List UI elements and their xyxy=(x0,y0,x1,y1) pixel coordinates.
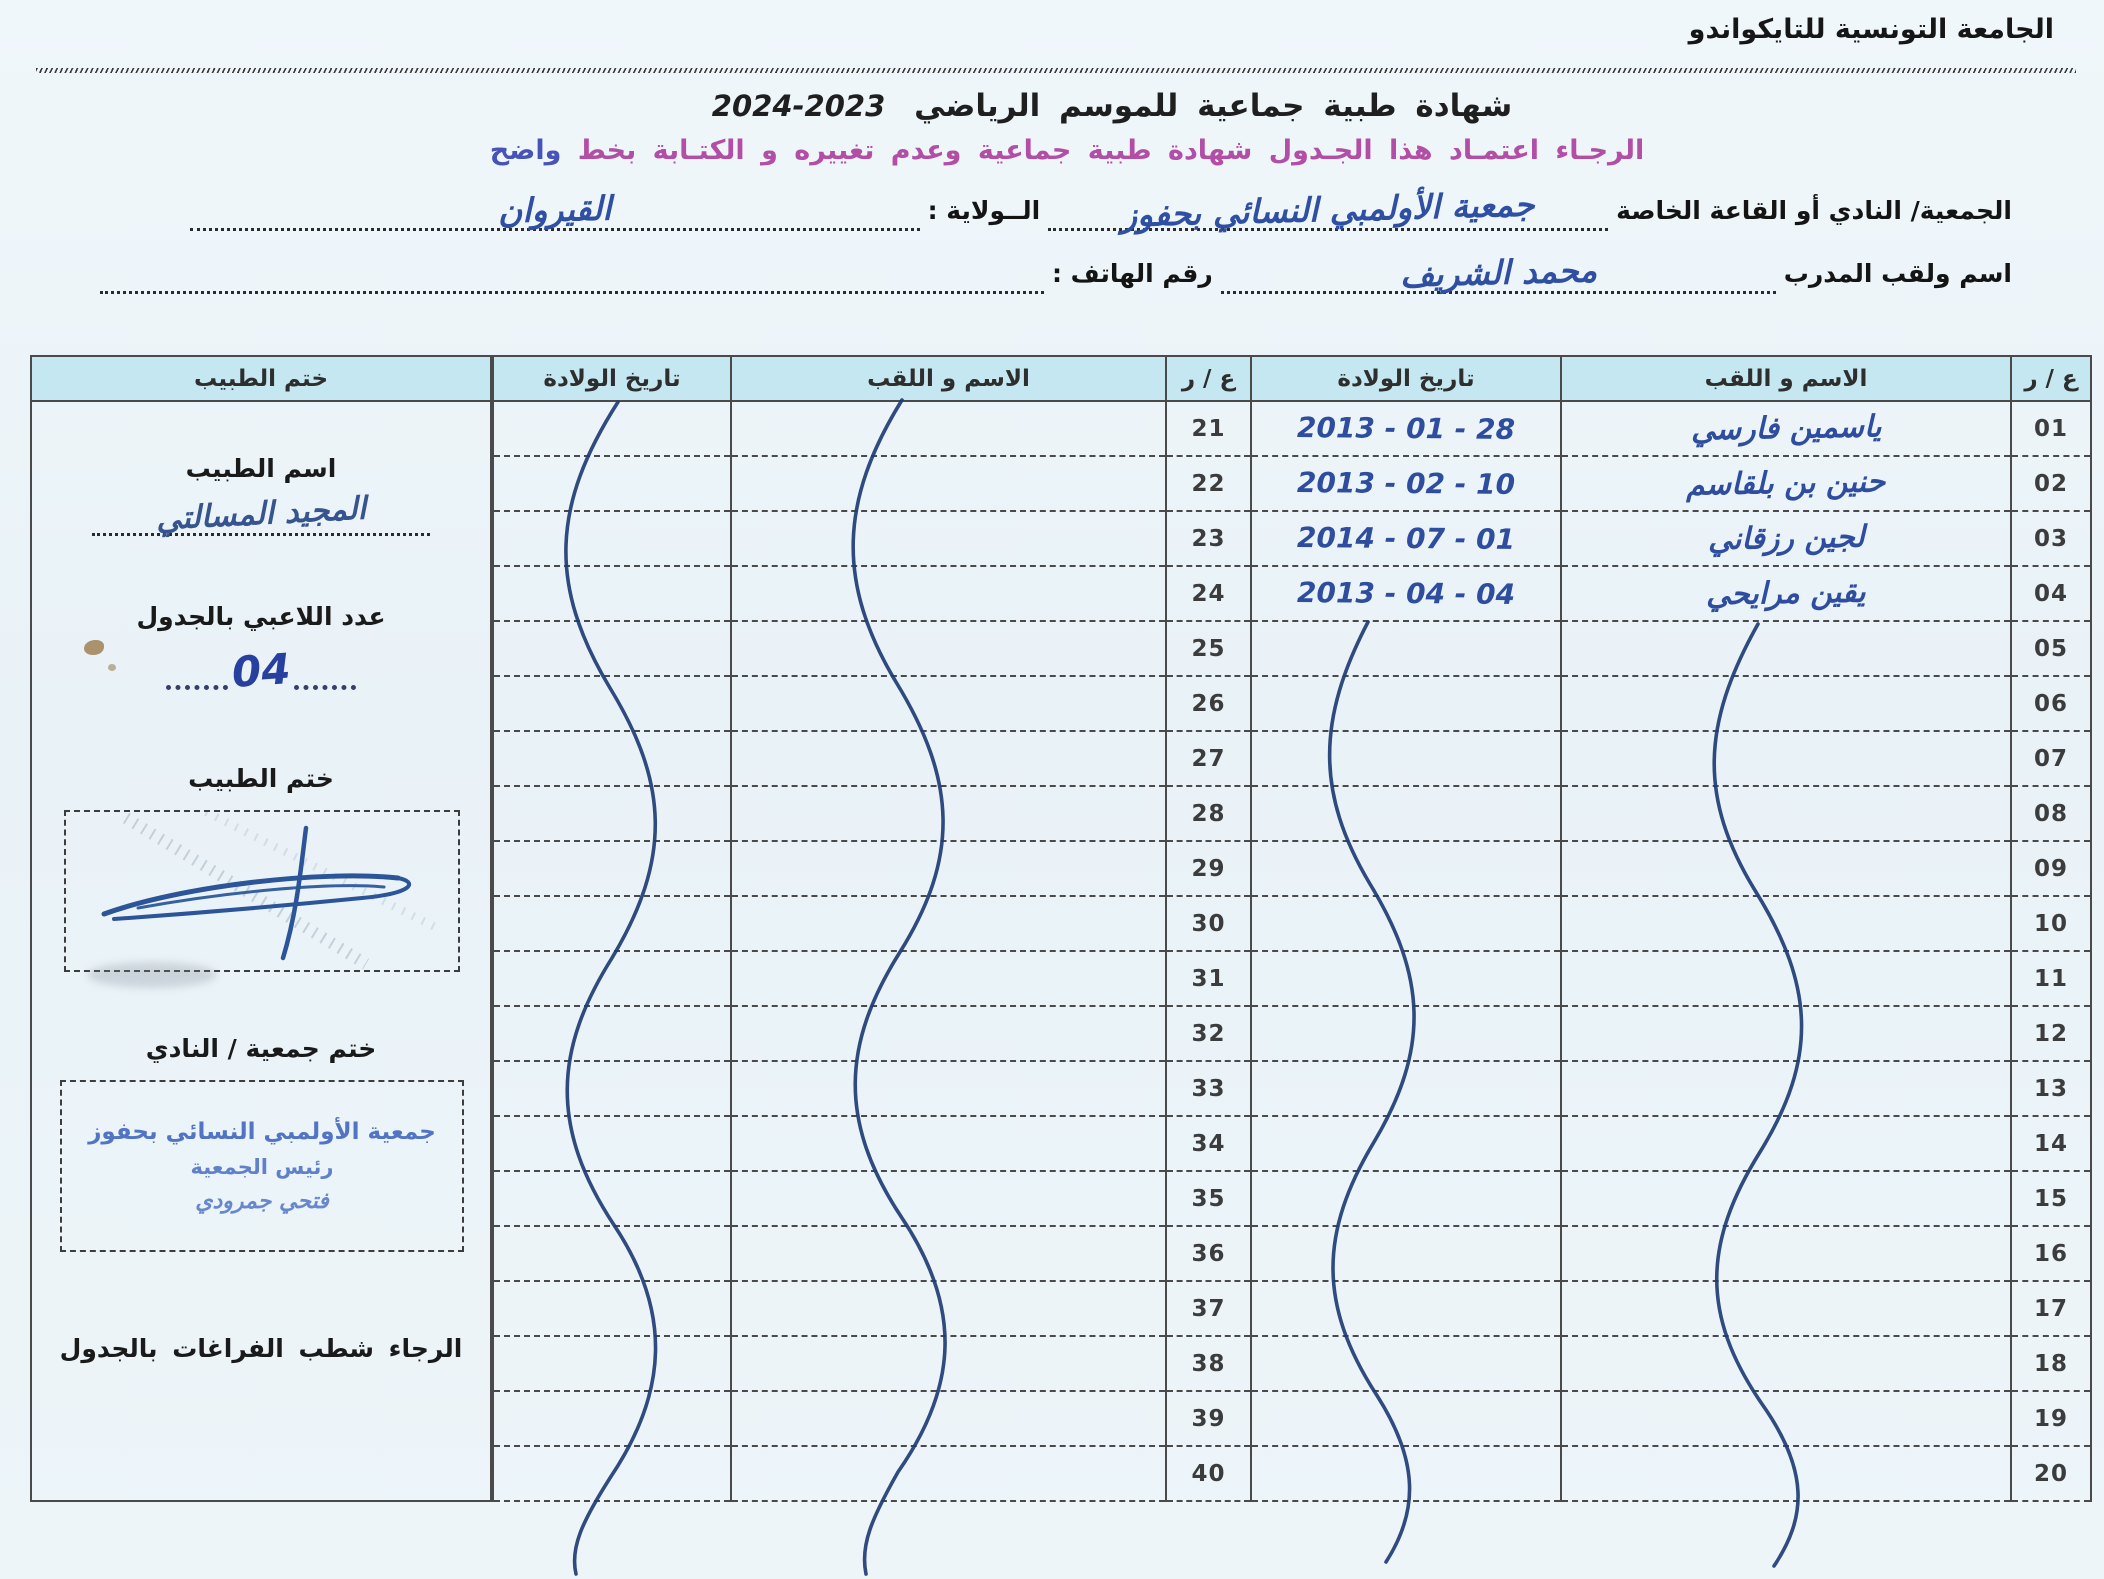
club-stamp-box xyxy=(60,1080,464,1252)
player-number-cell xyxy=(1166,1281,1251,1336)
player-name-cell xyxy=(1561,566,2011,621)
table-row xyxy=(493,1171,2091,1226)
player-number-cell xyxy=(1166,896,1251,951)
player-name-cell xyxy=(731,1391,1166,1446)
player-dob-cell xyxy=(1251,1171,1561,1226)
player-dob-cell xyxy=(1251,1226,1561,1281)
player-number-cell xyxy=(1166,401,1251,456)
row-number: 15 xyxy=(2033,1185,2068,1212)
table-row xyxy=(493,456,2091,511)
player-dob-cell xyxy=(1251,676,1561,731)
coach-phone-row xyxy=(100,245,2012,294)
player-dob-cell xyxy=(493,841,731,896)
table-row xyxy=(493,511,2091,566)
player-name-cell xyxy=(1561,951,2011,1006)
table-row xyxy=(493,1006,2091,1061)
table-row xyxy=(493,566,2091,621)
instruction-text: الرجـاء اعتمـاد هذا الجـدول شهادة طبية جماعية وعدم تغييره و الكتـابة بخط xyxy=(577,135,1645,166)
title-text: شهادة طبية جماعية للموسم الرياضي xyxy=(914,88,1513,124)
player-dob-cell xyxy=(1251,731,1561,786)
row-number: 23 xyxy=(1191,525,1226,552)
player-name-cell xyxy=(731,1336,1166,1391)
player-dob-cell xyxy=(1251,511,1561,566)
header-dob-middle: تاريخ الولادة xyxy=(493,356,731,401)
handwritten-entry: 2013 - 02 - 10 xyxy=(1296,465,1516,501)
row-number: 09 xyxy=(2033,855,2068,882)
player-dob-cell xyxy=(1251,1336,1561,1391)
player-number-cell xyxy=(1166,731,1251,786)
player-name-cell xyxy=(1561,1226,2011,1281)
player-name-cell xyxy=(1561,401,2011,456)
club-value-handwriting: جمعية الأولمبي النسائي بحفوز xyxy=(1120,184,1536,235)
header-num-middle: ع / ر xyxy=(1166,356,1251,401)
player-name-cell xyxy=(1561,1446,2011,1501)
table-row xyxy=(493,1446,2091,1501)
player-name-cell xyxy=(731,621,1166,676)
player-dob-cell xyxy=(1251,566,1561,621)
player-number-cell xyxy=(1166,511,1251,566)
table-row xyxy=(493,896,2091,951)
player-dob-cell xyxy=(1251,621,1561,676)
doctor-stamp-body xyxy=(30,402,492,1502)
player-number-cell xyxy=(2011,1171,2091,1226)
instruction-line xyxy=(0,135,2104,166)
row-number: 27 xyxy=(1191,745,1226,772)
row-number: 04 xyxy=(2033,580,2068,607)
player-dob-cell xyxy=(493,731,731,786)
player-dob-cell xyxy=(493,676,731,731)
player-name-cell xyxy=(731,511,1166,566)
player-dob-cell xyxy=(1251,1446,1561,1501)
player-number-cell xyxy=(2011,401,2091,456)
row-number: 31 xyxy=(1191,965,1226,992)
player-number-cell xyxy=(2011,1446,2091,1501)
player-number-cell xyxy=(1166,951,1251,1006)
table-row xyxy=(493,1336,2091,1391)
table-row xyxy=(493,786,2091,841)
row-number: 30 xyxy=(1191,910,1226,937)
player-name-cell xyxy=(1561,1336,2011,1391)
player-name-cell xyxy=(1561,1391,2011,1446)
player-name-cell xyxy=(1561,511,2011,566)
player-number-cell xyxy=(2011,841,2091,896)
coach-value-handwriting: محمد الشريف xyxy=(1399,250,1598,295)
coach-value-field xyxy=(1221,245,1776,294)
player-number-cell xyxy=(1166,1446,1251,1501)
handwritten-entry: لجين رزقاني xyxy=(1707,519,1865,557)
club-stamp-line1: جمعية الأولمبي النسائي بحفوز xyxy=(88,1118,436,1145)
wilaya-value-handwriting: القيروان xyxy=(497,188,612,231)
row-number: 16 xyxy=(2033,1240,2068,1267)
row-number: 06 xyxy=(2033,690,2068,717)
club-stamp-label: ختم جمعية / النادي xyxy=(145,1034,377,1063)
player-dob-cell xyxy=(493,1226,731,1281)
player-number-cell xyxy=(1166,1116,1251,1171)
row-number: 38 xyxy=(1191,1350,1226,1377)
row-number: 11 xyxy=(2033,965,2068,992)
club-stamp-line3: فتحي جمرودي xyxy=(195,1188,329,1214)
instruction-highlight: واضح xyxy=(489,135,562,166)
row-number: 39 xyxy=(1191,1405,1226,1432)
header-name-right: الاسم و اللقب xyxy=(1561,356,2011,401)
player-dob-cell xyxy=(1251,1061,1561,1116)
player-name-cell xyxy=(731,1171,1166,1226)
row-number: 36 xyxy=(1191,1240,1226,1267)
player-dob-cell xyxy=(493,511,731,566)
dotted-leader xyxy=(166,675,228,690)
handwritten-entry: حنين بن بلقاسم xyxy=(1686,463,1886,503)
row-number: 14 xyxy=(2033,1130,2068,1157)
row-number: 13 xyxy=(2033,1075,2068,1102)
row-number: 40 xyxy=(1191,1460,1226,1487)
table-row xyxy=(493,1116,2091,1171)
player-number-cell xyxy=(2011,676,2091,731)
player-name-cell xyxy=(1561,1006,2011,1061)
table-header-row xyxy=(493,356,2091,401)
player-dob-cell xyxy=(493,786,731,841)
handwritten-entry: 2013 - 04 - 04 xyxy=(1296,575,1516,611)
row-number: 29 xyxy=(1191,855,1226,882)
phone-label: رقم الهاتف : xyxy=(1051,259,1213,288)
player-dob-cell xyxy=(493,1061,731,1116)
handwritten-entry: 2014 - 07 - 01 xyxy=(1296,520,1516,556)
ink-smudge xyxy=(87,962,217,988)
player-dob-cell xyxy=(1251,1006,1561,1061)
player-name-cell xyxy=(1561,1061,2011,1116)
player-dob-cell xyxy=(1251,1281,1561,1336)
player-name-cell xyxy=(731,401,1166,456)
player-number-cell xyxy=(2011,1391,2091,1446)
player-name-cell xyxy=(731,1116,1166,1171)
separator-line xyxy=(36,68,2076,73)
handwritten-entry: ياسمين فارسي xyxy=(1690,408,1882,448)
player-number-cell xyxy=(1166,1061,1251,1116)
player-number-cell xyxy=(1166,676,1251,731)
player-number-cell xyxy=(2011,896,2091,951)
handwritten-entry: يقين مرايحي xyxy=(1705,574,1867,612)
player-number-cell xyxy=(2011,621,2091,676)
row-number: 07 xyxy=(2033,745,2068,772)
row-number: 24 xyxy=(1191,580,1226,607)
doctor-stamp-column xyxy=(30,355,492,1502)
players-count-field xyxy=(32,644,490,697)
club-stamp-line2: رئيس الجمعية xyxy=(190,1154,334,1179)
player-number-cell xyxy=(2011,951,2091,1006)
player-dob-cell xyxy=(493,951,731,1006)
table-row xyxy=(493,731,2091,786)
player-name-cell xyxy=(731,1006,1166,1061)
handwritten-entry: 2013 - 01 - 28 xyxy=(1296,410,1516,446)
player-number-cell xyxy=(1166,1171,1251,1226)
player-dob-cell xyxy=(1251,786,1561,841)
row-number: 17 xyxy=(2033,1295,2068,1322)
player-name-cell xyxy=(1561,841,2011,896)
player-number-cell xyxy=(2011,1061,2091,1116)
player-dob-cell xyxy=(493,1281,731,1336)
players-count-label: عدد اللاعبي بالجدول xyxy=(136,602,386,631)
player-name-cell xyxy=(731,896,1166,951)
player-dob-cell xyxy=(493,896,731,951)
player-name-cell xyxy=(731,566,1166,621)
row-number: 32 xyxy=(1191,1020,1226,1047)
player-number-cell xyxy=(2011,731,2091,786)
player-name-cell xyxy=(1561,621,2011,676)
coach-label: اسم ولقب المدرب xyxy=(1783,259,2012,288)
season-text: 2024-2023 xyxy=(711,89,886,123)
player-name-cell xyxy=(731,1061,1166,1116)
row-number: 19 xyxy=(2033,1405,2068,1432)
player-number-cell xyxy=(2011,566,2091,621)
player-name-cell xyxy=(1561,731,2011,786)
table-row xyxy=(493,841,2091,896)
table-row xyxy=(493,401,2091,456)
player-name-cell xyxy=(731,841,1166,896)
doctor-name-field xyxy=(92,490,430,538)
row-number: 18 xyxy=(2033,1350,2068,1377)
player-number-cell xyxy=(2011,786,2091,841)
row-number: 28 xyxy=(1191,800,1226,827)
row-number: 21 xyxy=(1191,415,1226,442)
player-number-cell xyxy=(2011,456,2091,511)
row-number: 25 xyxy=(1191,635,1226,662)
dotted-leader xyxy=(294,675,356,690)
player-name-cell xyxy=(1561,1171,2011,1226)
club-label: الجمعية/ النادي أو القاعة الخاصة xyxy=(1616,196,2012,225)
row-number: 20 xyxy=(2033,1460,2068,1487)
row-number: 22 xyxy=(1191,470,1226,497)
player-dob-cell xyxy=(493,566,731,621)
players-count-handwriting: 04 xyxy=(230,644,292,697)
header-doctor-stamp: ختم الطبيب xyxy=(30,355,492,402)
player-dob-cell xyxy=(493,1391,731,1446)
player-name-cell xyxy=(731,786,1166,841)
row-number: 08 xyxy=(2033,800,2068,827)
player-dob-cell xyxy=(493,401,731,456)
row-number: 26 xyxy=(1191,690,1226,717)
phone-value-field xyxy=(100,245,1044,294)
player-dob-cell xyxy=(493,1446,731,1501)
row-number: 10 xyxy=(2033,910,2068,937)
player-name-cell xyxy=(731,1281,1166,1336)
player-number-cell xyxy=(2011,1226,2091,1281)
doctor-signature xyxy=(66,812,458,970)
header-num-right: ع / ر xyxy=(2011,356,2091,401)
player-dob-cell xyxy=(1251,401,1561,456)
player-number-cell xyxy=(1166,456,1251,511)
table-row xyxy=(493,1391,2091,1446)
player-name-cell xyxy=(1561,786,2011,841)
row-number: 33 xyxy=(1191,1075,1226,1102)
player-dob-cell xyxy=(493,1116,731,1171)
doctor-name-handwriting: المجيد المسالتي xyxy=(155,490,367,538)
doctor-stamp-label: ختم الطبيب xyxy=(188,764,334,793)
player-dob-cell xyxy=(1251,1391,1561,1446)
wilaya-value-field xyxy=(190,182,920,231)
table-row xyxy=(493,676,2091,731)
player-number-cell xyxy=(1166,1226,1251,1281)
federation-name: الجامعة التونسية للتايكواندو xyxy=(1688,14,2054,45)
player-number-cell xyxy=(1166,841,1251,896)
club-value-field xyxy=(1048,182,1608,235)
player-name-cell xyxy=(731,951,1166,1006)
player-name-cell xyxy=(1561,1281,2011,1336)
player-name-cell xyxy=(1561,676,2011,731)
player-number-cell xyxy=(1166,786,1251,841)
player-dob-cell xyxy=(1251,841,1561,896)
player-name-cell xyxy=(731,731,1166,786)
player-number-cell xyxy=(2011,1336,2091,1391)
row-number: 05 xyxy=(2033,635,2068,662)
table-row xyxy=(493,1226,2091,1281)
row-number: 12 xyxy=(2033,1020,2068,1047)
player-dob-cell xyxy=(493,1006,731,1061)
roster-table xyxy=(492,355,2092,1502)
wilaya-label: الــولاية : xyxy=(927,196,1041,225)
club-wilaya-row xyxy=(190,182,2012,235)
player-number-cell xyxy=(2011,1281,2091,1336)
row-number: 02 xyxy=(2033,470,2068,497)
row-number: 34 xyxy=(1191,1130,1226,1157)
row-number: 01 xyxy=(2033,415,2068,442)
footer-note: الرجاء شطب الفراغات بالجدول xyxy=(59,1334,463,1363)
player-name-cell xyxy=(1561,1116,2011,1171)
player-name-cell xyxy=(731,1446,1166,1501)
table-row xyxy=(493,1061,2091,1116)
player-dob-cell xyxy=(493,1336,731,1391)
doctor-stamp-box xyxy=(64,810,460,972)
player-number-cell xyxy=(1166,566,1251,621)
header-name-middle: الاسم و اللقب xyxy=(731,356,1166,401)
player-number-cell xyxy=(2011,1116,2091,1171)
player-name-cell xyxy=(1561,896,2011,951)
player-dob-cell xyxy=(1251,456,1561,511)
row-number: 35 xyxy=(1191,1185,1226,1212)
player-name-cell xyxy=(731,676,1166,731)
player-number-cell xyxy=(1166,1336,1251,1391)
header-dob-right: تاريخ الولادة xyxy=(1251,356,1561,401)
player-number-cell xyxy=(2011,1006,2091,1061)
player-dob-cell xyxy=(1251,896,1561,951)
player-dob-cell xyxy=(1251,1116,1561,1171)
player-name-cell xyxy=(731,456,1166,511)
table-row xyxy=(493,1281,2091,1336)
player-name-cell xyxy=(1561,456,2011,511)
player-number-cell xyxy=(2011,511,2091,566)
player-dob-cell xyxy=(493,456,731,511)
player-name-cell xyxy=(731,1226,1166,1281)
player-number-cell xyxy=(1166,621,1251,676)
table-row xyxy=(493,951,2091,1006)
row-number: 03 xyxy=(2033,525,2068,552)
player-dob-cell xyxy=(1251,951,1561,1006)
player-dob-cell xyxy=(493,1171,731,1226)
player-number-cell xyxy=(1166,1006,1251,1061)
row-number: 37 xyxy=(1191,1295,1226,1322)
doctor-name-label: اسم الطبيب xyxy=(185,454,337,483)
table-row xyxy=(493,621,2091,676)
document-title xyxy=(0,88,2104,124)
paper-stain xyxy=(108,664,116,671)
player-dob-cell xyxy=(493,621,731,676)
player-number-cell xyxy=(1166,1391,1251,1446)
